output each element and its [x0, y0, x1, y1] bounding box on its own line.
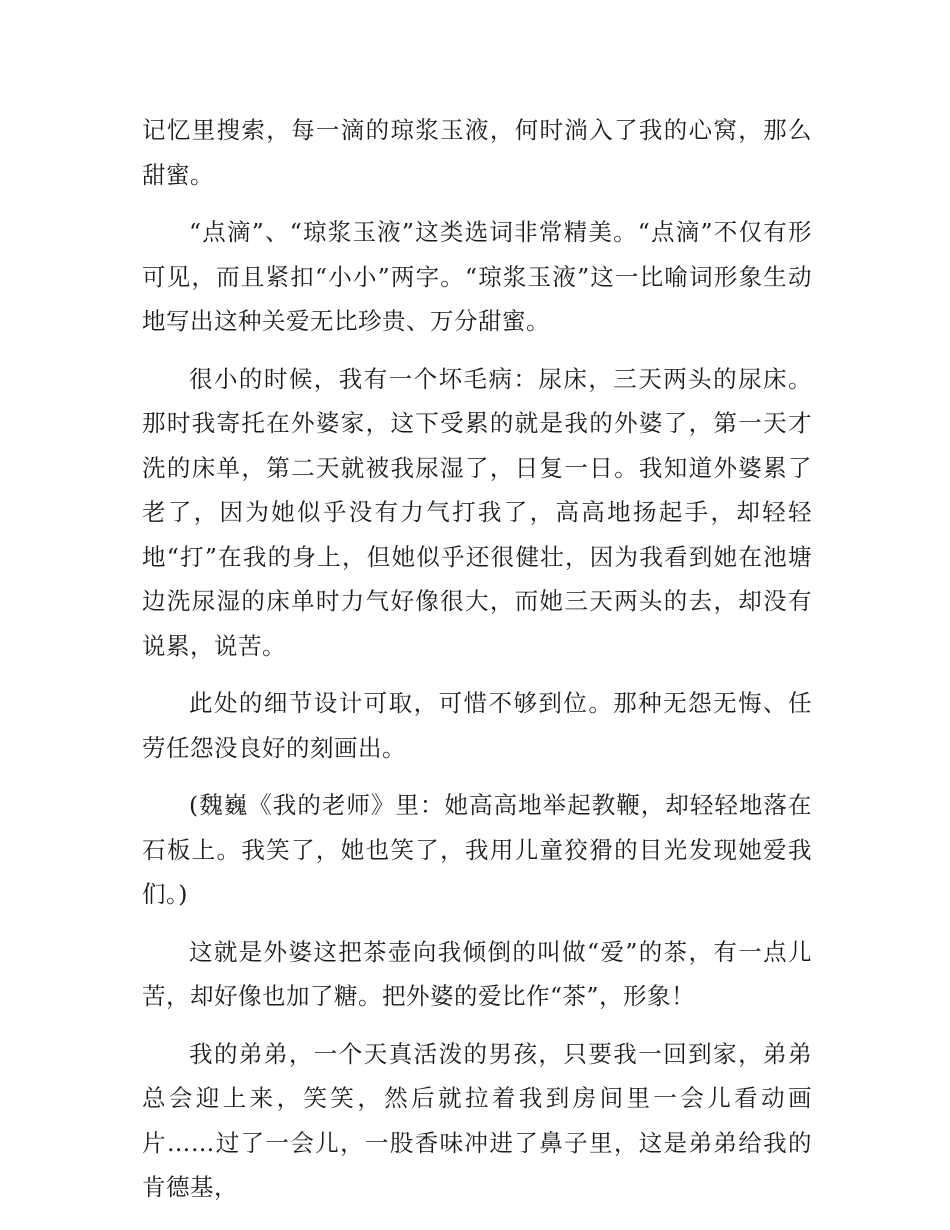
paragraph-1: 记忆里搜索，每一滴的琼浆玉液，何时淌入了我的心窝，那么甜蜜。 [142, 116, 812, 189]
paragraph-2: “点滴”、“琼浆玉液”这类选词非常精美。“点滴”不仅有形可见，而且紧扣“小小”两字。“琼浆玉液”这一比喻词形象生动地写出这种关爱无比珍贵、万分甜蜜。 [142, 218, 812, 335]
paragraph-4: 此处的细节设计可取，可惜不够到位。那种无怨无悔、任劳任怨没良好的刻画出。 [142, 689, 812, 762]
paragraph-7: 我的弟弟，一个天真活泼的男孩，只要我一回到家，弟弟总会迎上来，笑笑，然后就拉着我到房间里一会儿看动画片……过了一会儿，一股香味冲进了鼻子里，这是弟弟给我的肯德基， [142, 1039, 812, 1201]
paragraph-6: 这就是外婆这把茶壶向我倾倒的叫做“爱”的茶，有一点儿苦，却好像也加了糖。把外婆的爱比作“茶”，形象！ [142, 937, 812, 1010]
paragraph-3: 很小的时候，我有一个坏毛病：尿床，三天两头的尿床。那时我寄托在外婆家，这下受累的就是我的外婆了，第一天才洗的床单，第二天就被我尿湿了，日复一日。我知道外婆累了老了，因为她似乎没有力气打我了，高高地扬起手，却轻轻地“打”在我的身上，但她似乎还很健壮，因为我看到她在池塘边洗尿湿的床单时力气好像很大，而她三天两头的去，却没有说累，说苦。 [142, 364, 812, 660]
paragraph-5: (魏巍《我的老师》里：她高高地举起教鞭，却轻轻地落在石板上。我笑了，她也笑了，我用儿童狡猾的目光发现她爱我们。) [142, 791, 812, 908]
body-text [142, 108, 812, 1223]
